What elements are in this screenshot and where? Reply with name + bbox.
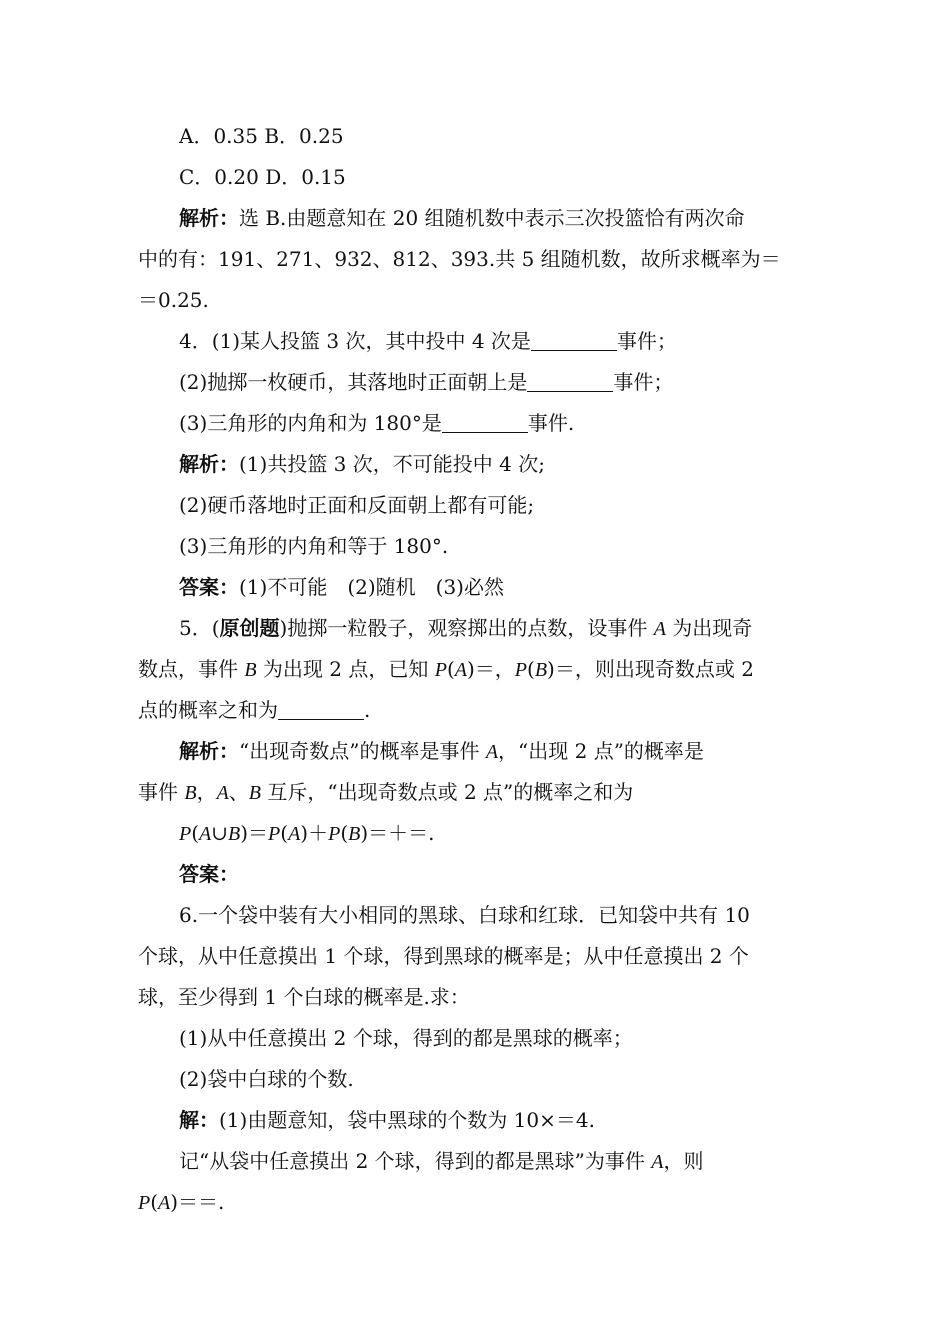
question-text: 点的概率之和为 [138,698,278,722]
solution-text: 记“从袋中任意摸出 2 个球，得到的都是黑球”为事件 [179,1149,652,1173]
solution-6-line-2 [138,1141,816,1182]
analysis-4-line-2 [138,485,816,526]
answer-label: 答案： [179,862,239,886]
question-text: ( [446,657,455,681]
solution-6-line-1 [138,1100,816,1141]
answer-blank [442,410,528,433]
question-text: 事件； [613,370,674,394]
question-text: 事件. [527,411,575,435]
math-text: ( [191,821,200,845]
math-var: A [651,1151,664,1173]
math-text: ( [340,821,349,845]
analysis-text: 选 B.由题意知在 20 组随机数中表示三次投篮恰有两次命 [239,206,745,230]
analysis-text: ＝0.25. [138,288,209,312]
analysis-5-line-2 [138,772,816,813]
math-text: )＋ [300,821,329,845]
math-var: P [434,659,447,681]
question-text: 4．(1)某人投篮 3 次，其中投中 4 次是 [179,329,531,353]
question-text: 为出现 2 点，已知 [256,657,435,681]
analysis-5-formula [138,813,816,854]
math-var: A [158,1192,171,1214]
question-text: (2)袋中白球的个数. [179,1067,354,1091]
solution-6-line-3 [138,1182,816,1223]
analysis-text: 事件 [138,780,185,804]
question-text: . [364,698,371,722]
analysis-label: 解析： [179,452,239,476]
question-4-line-2 [138,362,816,403]
question-text: 个球，从中任意摸出 1 个球，得到黑球的概率是；从中任意摸出 2 个 [138,944,749,968]
math-var: P [328,823,341,845]
answer-5 [138,854,816,895]
math-var: P [268,823,281,845]
question-text: )抛掷一粒骰子，观察掷出的点数，设事件 [279,616,654,640]
question-4-line-1 [138,321,816,362]
analysis-text: “出现奇数点”的概率是事件 [239,739,486,763]
question-text: (1)从中任意摸出 2 个球，得到的都是黑球的概率； [179,1026,633,1050]
question-text: 数点，事件 [138,657,245,681]
question-text: (3)三角形的内角和为 180°是 [179,411,442,435]
analysis-line-3 [138,198,816,239]
analysis-line-3-end [138,280,816,321]
option-line-cd [138,157,816,198]
math-var: P [138,1192,151,1214]
math-var: A [288,823,301,845]
analysis-text: ，“出现 2 点”的概率是 [498,739,704,763]
analysis-5-line-1 [138,731,816,772]
math-var: P [179,823,192,845]
solution-text: ，则 [663,1149,704,1173]
option-text: A．0.35 B．0.25 [179,124,344,148]
analysis-4-line-3 [138,526,816,567]
math-text: )＝＋＝. [360,821,435,845]
analysis-text: ， [196,780,217,804]
analysis-text: (3)三角形的内角和等于 180°. [179,534,449,558]
question-6-line-3 [138,977,816,1018]
analysis-text: 中的有：191、271、932、812、393.共 5 组随机数，故所求概率为＝ [138,247,781,271]
analysis-label: 解析： [179,206,239,230]
analysis-label: 解析： [179,739,239,763]
solution-label: 解： [179,1108,219,1132]
question-text: )＝， [466,657,515,681]
math-var: B [248,782,262,804]
question-text: 为出现奇 [665,616,753,640]
question-text: 5．( [179,616,220,640]
answer-label: 答案： [179,575,239,599]
math-text: ( [280,821,289,845]
math-var: A [216,782,229,804]
question-text: 球，至少得到 1 个白球的概率是.求： [138,985,470,1009]
analysis-4-line-1 [138,444,816,485]
math-var: A [485,741,499,763]
math-var: B [244,659,257,681]
question-6-line-1 [138,895,816,936]
math-var: A [653,618,666,640]
question-6-line-2 [138,936,816,977]
question-5-line-3 [138,690,816,731]
answer-text: (1)不可能 (2)随机 (3)必然 [239,575,504,599]
question-4-line-3 [138,403,816,444]
math-var: B [348,823,361,845]
analysis-text: (2)硬币落地时正面和反面朝上都有可能; [179,493,535,517]
question-text: (2)抛掷一枚硬币，其落地时正面朝上是 [179,370,528,394]
math-var: B [534,659,548,681]
question-source-tag: 原创题 [219,616,280,640]
question-text: 6.一个袋中装有大小相同的黑球、白球和红球．已知袋中共有 10 [179,903,750,927]
option-text: C．0.20 D．0.15 [179,165,346,189]
question-5-line-2 [138,649,816,690]
answer-blank [527,369,613,392]
math-var: A [454,659,467,681]
math-text: ∪ [211,821,229,845]
question-text: 事件； [616,329,677,353]
analysis-text: 、 [228,780,249,804]
analysis-text: (1)共投篮 3 次，不可能投中 4 次; [239,452,545,476]
math-var: B [184,782,197,804]
question-text: )＝，则出现奇数点或 2 [547,657,754,681]
answer-blank [278,697,364,720]
math-text: )＝ [240,821,269,845]
question-6-part-1 [138,1018,816,1059]
math-text: ( [150,1190,159,1214]
math-var: B [228,823,241,845]
answer-4 [138,567,816,608]
analysis-line-3-cont [138,239,816,280]
question-6-part-2 [138,1059,816,1100]
analysis-text: 互斥，“出现奇数点或 2 点”的概率之和为 [261,780,634,804]
answer-blank [531,328,617,351]
math-var: A [199,823,212,845]
question-text: ( [527,657,535,681]
solution-text: (1)由题意知，袋中黑球的个数为 10×＝4. [219,1108,595,1132]
math-var: P [514,659,528,681]
question-5-line-1 [138,608,816,649]
math-text: )＝＝. [170,1190,225,1214]
option-line-ab [138,116,816,157]
